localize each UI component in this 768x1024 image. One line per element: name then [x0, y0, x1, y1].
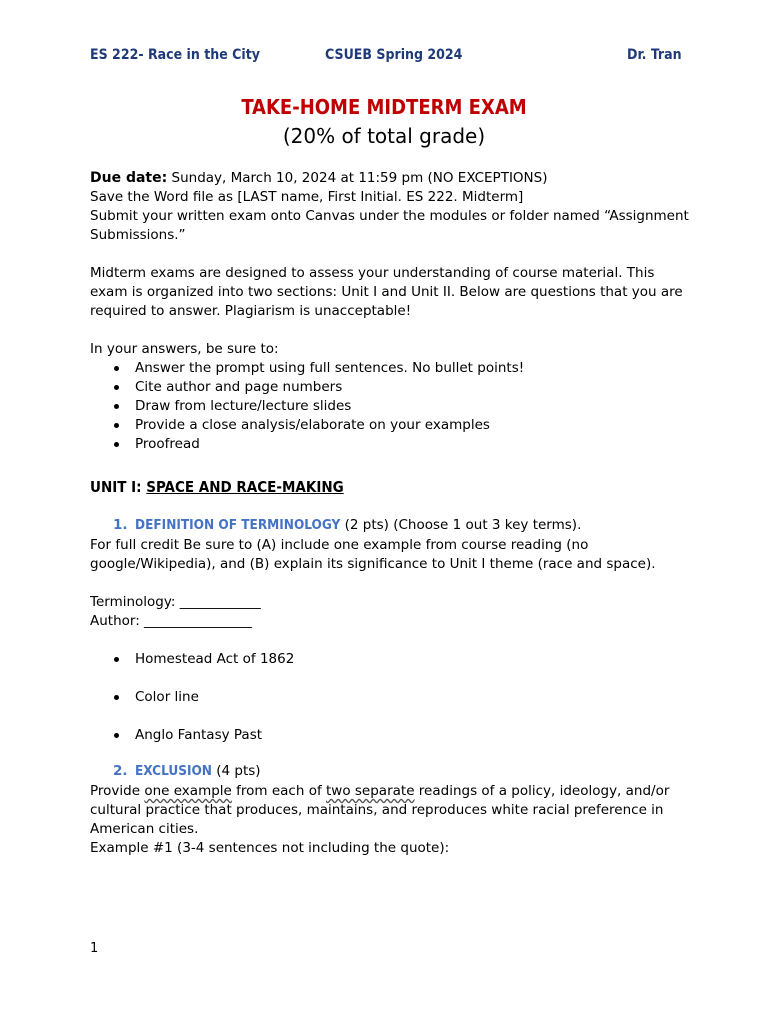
q1-title: DEFINITION OF TERMINOLOGY [135, 517, 341, 533]
instructions-lead: In your answers, be sure to: [90, 341, 279, 357]
bullet-icon [114, 657, 119, 662]
q1-points: (2 pts) (Choose 1 out 3 key terms). [340, 517, 582, 533]
list-item: Answer the prompt using full sentences. No bullet points! [90, 359, 524, 378]
due-section [90, 169, 690, 245]
bullet-icon [114, 423, 119, 428]
q1-text: For full credit Be sure to (A) include one example from course reading (no google/Wikipedia), and (B) explain its significance to Unit I theme (race and space). [90, 537, 656, 572]
q1-terminology-line: Terminology: ____________ [90, 594, 261, 610]
intro-paragraph: Midterm exams are designed to assess your understanding of course material. This exam is organized into two sections: Unit I and Unit II. Below are questions that you are required to answer. Plagiarism is unacceptable! [90, 265, 683, 319]
bullet-icon [114, 442, 119, 447]
q2-underline-two-separate: two separate [326, 783, 415, 799]
instructions-list [90, 359, 524, 454]
unit-heading [90, 478, 344, 496]
submit-instructions: Submit your written exam onto Canvas under the modules or folder named “Assignment Submissions.” [90, 208, 689, 243]
bullet-icon [114, 385, 119, 390]
list-item: Proofread [90, 435, 524, 454]
q2-points: (4 pts) [211, 763, 261, 779]
header-term: CSUEB Spring 2024 [325, 47, 463, 63]
bullet-icon [114, 404, 119, 409]
q1-number: 1. [113, 517, 128, 533]
list-item: Draw from lecture/lecture slides [90, 397, 524, 416]
due-line [90, 169, 690, 188]
q2-example-line: Example #1 (3-4 sentences not including the quote): [90, 840, 450, 856]
q2-number: 2. [113, 763, 128, 779]
page-number: 1 [90, 941, 99, 956]
exam-subtitle: (20% of total grade) [282, 124, 486, 148]
unit-name: SPACE AND RACE-MAKING [146, 478, 344, 496]
unit-label: UNIT I: [90, 478, 147, 496]
list-item: Provide a close analysis/elaborate on your examples [90, 416, 524, 435]
q1-heading [113, 517, 581, 533]
bullet-icon [114, 695, 119, 700]
list-item: Homestead Act of 1862 [90, 650, 294, 688]
list-item: Cite author and page numbers [90, 378, 524, 397]
header-instructor: Dr. Tran [627, 47, 682, 63]
q1-author-line: Author: ________________ [90, 613, 253, 629]
bullet-icon [114, 733, 119, 738]
due-date: Sunday, March 10, 2024 at 11:59 pm (NO EXCEPTIONS) [167, 170, 548, 186]
q2-text: Provide one example from each of two separate readings of a policy, ideology, and/or cultural practice that produces, maintains, and reproduces white racial preference in American cities. [90, 783, 670, 837]
list-item: Anglo Fantasy Past [90, 726, 294, 764]
q2-heading [113, 763, 261, 779]
bullet-icon [114, 366, 119, 371]
q2-title: EXCLUSION [135, 763, 212, 779]
header-course: ES 222- Race in the City [90, 47, 260, 63]
q2-underline-one-example: one example [144, 783, 232, 799]
list-item: Color line [90, 688, 294, 726]
exam-title: TAKE-HOME MIDTERM EXAM [241, 95, 527, 119]
term-list [90, 650, 294, 764]
due-label: Due date: [90, 170, 168, 186]
save-instructions: Save the Word file as [LAST name, First Initial. ES 222. Midterm] [90, 189, 524, 205]
